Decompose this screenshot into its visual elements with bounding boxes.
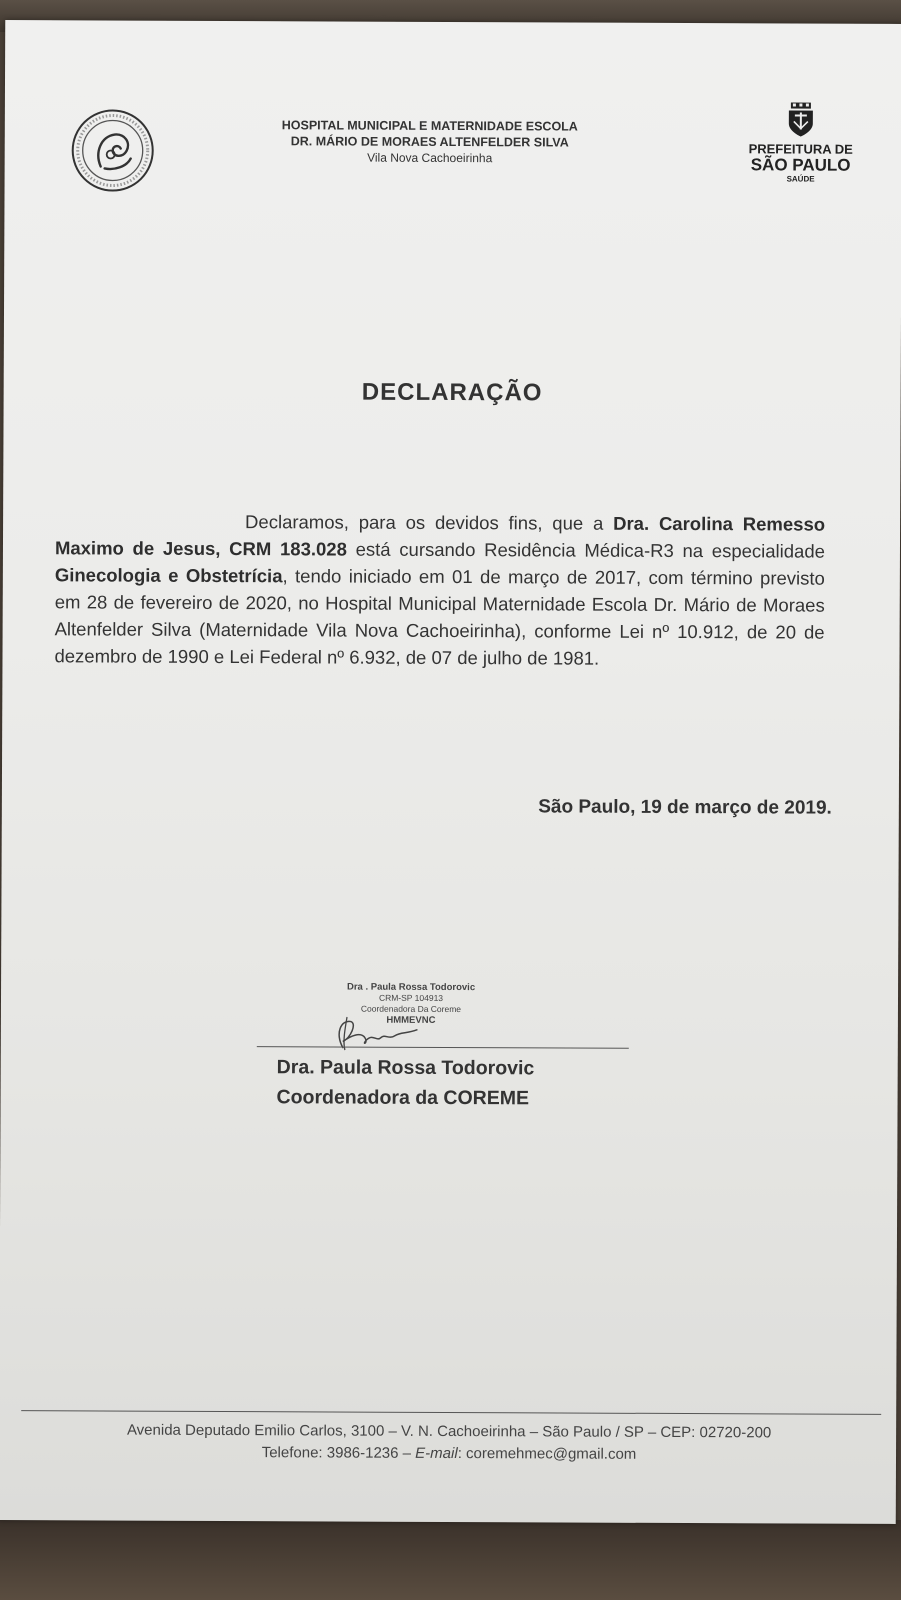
stamp-line4: HMMEVNC	[386, 1014, 436, 1026]
resident-name: Dra. Carolina Remesso Maximo de Jesus, CRM 183.028	[54, 512, 826, 560]
hospital-name-line1: HOSPITAL MUNICIPAL E MATERNIDADE ESCOLA	[281, 118, 578, 134]
document-page	[0, 20, 901, 1524]
issue-date: São Paulo, 19 de março de 2019.	[538, 796, 832, 819]
footer-phone: Telefone: 3986-1236 –	[261, 1444, 416, 1462]
specialty: Ginecologia e Obstetrícia	[54, 564, 283, 587]
prefeitura-line2: SÃO PAULO	[750, 155, 851, 175]
paragraph-indent	[55, 527, 245, 528]
hospital-name-line2: DR. MÁRIO DE MORAES ALTENFELDER SILVA	[290, 134, 569, 150]
body-part2: está cursando Residência Médica-R3 na especialidade	[346, 538, 826, 562]
footer-address: Avenida Deputado Emilio Carlos, 3100 – V. N. Cachoeirinha – São Paulo / SP – CEP: 02720-200	[126, 1421, 772, 1442]
stamp-line2: CRM-SP 104913	[378, 992, 444, 1003]
city-crest-icon	[785, 101, 817, 137]
footer	[19, 1419, 879, 1467]
hospital-location: Vila Nova Cachoeirinha	[367, 150, 493, 166]
prefeitura-logo	[731, 101, 871, 185]
document-title: DECLARAÇÃO	[361, 378, 543, 407]
footer-email-label: E-mail	[415, 1444, 458, 1463]
signer-block	[277, 1052, 697, 1114]
signer-role: Coordenadora da COREME	[276, 1086, 530, 1110]
footer-email: : coremehmec@gmail.com	[457, 1445, 637, 1463]
footer-divider	[21, 1410, 881, 1415]
footer-contact	[19, 1441, 879, 1467]
stamp-line1: Dra . Paula Rossa Todorovic	[346, 981, 476, 994]
mother-child-seal-icon	[71, 108, 155, 192]
body-part1: Declaramos, para os devidos fins, que a	[245, 511, 614, 534]
declaration-body	[54, 507, 825, 672]
signer-name: Dra. Paula Rossa Todorovic	[276, 1056, 535, 1080]
hospital-header	[235, 117, 625, 167]
body-part3: , tendo iniciado em 01 de março de 2017, com término previsto em 28 de fevereiro de 2020, no Hospital Municipal Maternidade Escola Dr. Mário de Moraes Altenfelder Silva (Maternidade Vila Nova Cachoeirinha), conforme Lei nº 10.912, de 20 de dezembro de 1990 e Lei Federal nº 6.932, de 07 de julho de 1981.	[54, 565, 825, 669]
stamp-line3: Coordenadora Da Coreme	[360, 1003, 462, 1015]
prefeitura-line3: SAÚDE	[786, 174, 815, 184]
table-background-bottom	[0, 1520, 901, 1600]
prefeitura-line1: PREFEITURA DE	[748, 141, 853, 157]
